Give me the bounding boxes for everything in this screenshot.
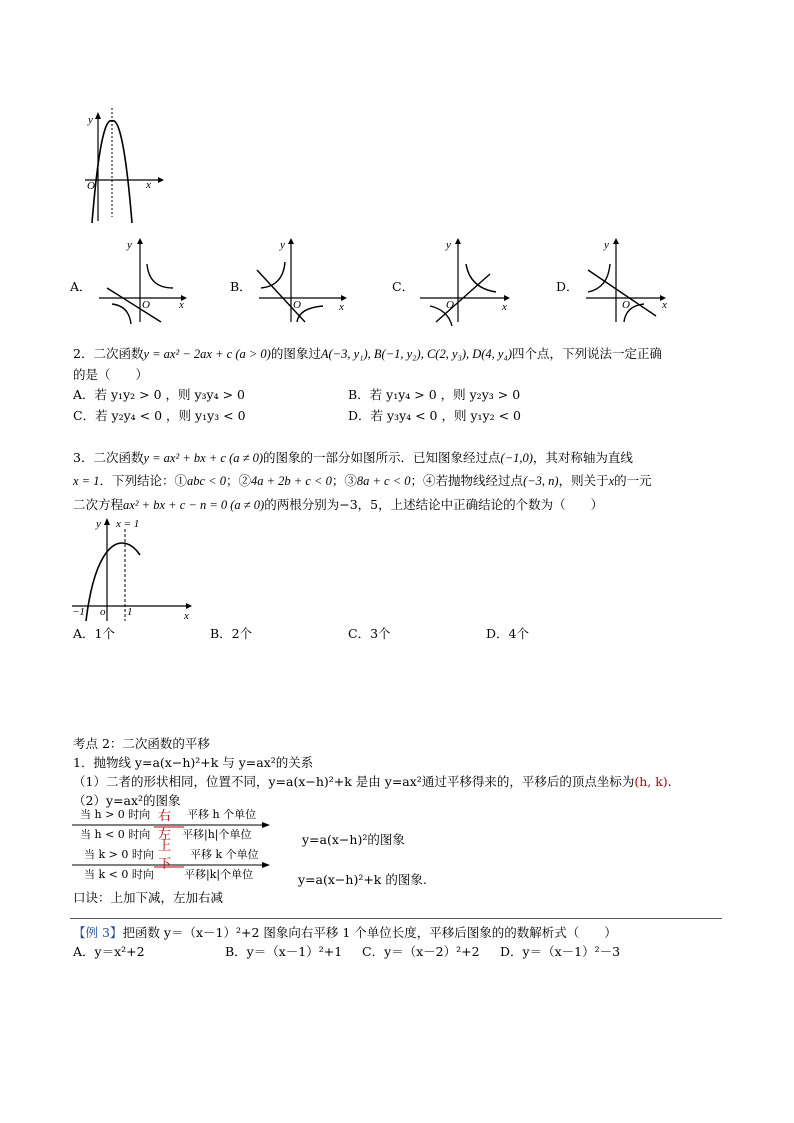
choice-d-origin: O xyxy=(622,299,630,311)
arrow1-dir-bottom: 左 xyxy=(158,828,172,843)
q3-c1: abc < 0 xyxy=(187,474,226,488)
q3-graph-neg-one: −1 xyxy=(72,606,85,618)
arrow2-top-right: 平移 k 个单位 xyxy=(190,848,259,861)
top-parabola-figure xyxy=(80,105,170,225)
q3-line2 xyxy=(73,473,652,489)
section-title: 考点 2：二次函数的平移 xyxy=(73,736,210,751)
q2-suffix: 四个点，下列说法一定正确 xyxy=(512,346,663,361)
q3-conclusions-intro: ．下列结论：① xyxy=(99,473,187,488)
q3-axis: x = 1 xyxy=(73,474,100,488)
example3-option-a: A．y＝x²+2 xyxy=(73,944,145,959)
choice-b-graph xyxy=(255,236,355,326)
divider xyxy=(70,918,722,919)
choice-b-y-label: y xyxy=(280,239,285,251)
q3-option-c: C．3个 xyxy=(348,626,391,641)
example3-option-d: D．y＝（x－1）²－3 xyxy=(500,944,621,959)
choice-a-graph xyxy=(95,236,195,326)
example3-text: 把函数 y＝（x－1）²+2 图象向右平移 1 个单位长度，平移后图象的的数解析式（ ） xyxy=(122,925,617,940)
mnemonic: 口诀：上加下减，左加右减 xyxy=(73,890,224,905)
q2-line1 xyxy=(73,346,662,362)
result-graph-2: y=a(x−h)²+k 的图象. xyxy=(298,872,427,887)
q2-mid: 的图象过 xyxy=(270,346,321,361)
arrow-diagram-vertical xyxy=(72,839,272,884)
q3-equation: ax² + bx + c − n = 0 (a ≠ 0) xyxy=(123,498,265,512)
choice-c-graph xyxy=(418,236,518,326)
q3-var-x: x xyxy=(608,474,615,488)
example3-option-c: C．y＝（x－2）²+2 xyxy=(362,944,480,959)
choice-b-origin: O xyxy=(293,299,301,311)
example3-tag: 【例 3】 xyxy=(73,925,123,940)
q3-graph-axis-label: x = 1 xyxy=(116,518,140,530)
q2-line2: 的是（ ） xyxy=(73,367,149,382)
section-line2-text: （1）二者的形状相同，位置不同，y=a(x−h)²+k 是由 y=ax²通过平移得来的，平移后的顶点坐标为 xyxy=(73,774,635,789)
q3-s4: ；④若抛物线经过点 xyxy=(410,473,524,488)
top-x-label: x xyxy=(146,179,151,191)
vertex-coordinates: (h, k) xyxy=(634,774,668,789)
section-line2-end: . xyxy=(667,774,672,789)
q3-eq-prefix: 二次方程 xyxy=(73,497,124,512)
choice-c-y-label: y xyxy=(446,239,451,251)
arrow2-top-left: 当 k > 0 时向 xyxy=(84,848,154,861)
q3-graph-x-label: x xyxy=(184,610,189,622)
q2-option-b: B．若 y₁y₄ > 0 ，则 y₂y₃ > 0 xyxy=(348,387,521,402)
q3-prefix: 3．二次函数 xyxy=(73,450,144,465)
result-graph-1: y=a(x−h)²的图象 xyxy=(302,832,405,847)
choice-d-y-label: y xyxy=(604,239,609,251)
choice-d-letter: D． xyxy=(556,279,579,294)
section-line2 xyxy=(73,774,672,790)
q3-formula: y = ax² + bx + c (a ≠ 0) xyxy=(143,451,264,465)
choice-d-x-label: x xyxy=(662,299,667,311)
q3-line3 xyxy=(73,497,603,513)
section-line3: （2）y=ax²的图象 xyxy=(73,793,181,808)
q3-graph-one: 1 xyxy=(127,606,133,618)
q2-formula: y = ax² − 2ax + c (a > 0) xyxy=(143,347,271,361)
choice-c-letter: C． xyxy=(392,279,415,294)
choice-a-y-label: y xyxy=(127,239,132,251)
choice-c-x-label: x xyxy=(502,301,507,313)
section-line1: 1．抛物线 y=a(x−h)²+k 与 y=ax²的关系 xyxy=(73,755,314,770)
q2-option-c: C．若 y₂y₄ < 0 ，则 y₁y₃ < 0 xyxy=(73,408,246,423)
choice-b-letter: B． xyxy=(230,279,252,294)
q2-points: A(−3, y₁), B(−1, y₂), C(2, y₃), D(4, y₄) xyxy=(320,347,512,361)
top-origin-label: O xyxy=(87,180,95,192)
q3-s3: ；③ xyxy=(331,473,357,488)
arrow2-dir-top: 上 xyxy=(158,839,172,854)
q3-suffix: ，其对称轴为直线 xyxy=(532,450,633,465)
arrow-diagram-horizontal xyxy=(72,808,272,844)
q3-option-b: B．2个 xyxy=(210,626,253,641)
q3-option-a: A．1个 xyxy=(73,626,115,641)
example3-option-b: B．y＝（x－1）²+1 xyxy=(225,944,343,959)
choice-a-letter: A． xyxy=(70,279,92,294)
q3-s2: ；② xyxy=(225,473,251,488)
q3-c3: 8a + c < 0 xyxy=(356,474,411,488)
arrow1-bottom-right: 平移|h|个单位 xyxy=(182,828,252,841)
q3-graph-origin: o xyxy=(100,606,106,618)
arrow2-dir-bottom: 下 xyxy=(158,857,172,872)
arrow1-top-left: 当 h > 0 时向 xyxy=(80,808,151,821)
q3-eq-suffix: 的两根分别为−3，5，上述结论中正确结论的个数为（ ） xyxy=(264,497,604,512)
q3-parabola-graph xyxy=(70,515,200,625)
q2-option-a: A．若 y₁y₂ > 0 ，则 y₃y₄ > 0 xyxy=(73,387,245,402)
top-y-label: y xyxy=(88,114,93,126)
q3-option-d: D．4个 xyxy=(486,626,529,641)
arrow2-bottom-left: 当 k < 0 时向 xyxy=(84,868,154,881)
example3-question xyxy=(73,925,617,941)
q3-about: ，则关于 xyxy=(558,473,609,488)
arrow2-bottom-right: 平移|k|个单位 xyxy=(184,868,254,881)
q2-option-d: D．若 y₃y₄ < 0 ，则 y₁y₂ < 0 xyxy=(348,408,521,423)
choice-b-x-label: x xyxy=(339,301,344,313)
q3-line1 xyxy=(73,450,633,466)
q3-mid: 的图象的一部分如图所示．已知图象经过点 xyxy=(263,450,501,465)
choice-a-origin: O xyxy=(142,299,150,311)
arrow1-bottom-left: 当 h < 0 时向 xyxy=(80,828,151,841)
q3-c2: 4a + 2b + c < 0 xyxy=(251,474,332,488)
choice-c-origin: O xyxy=(446,299,454,311)
q2-prefix: 2．二次函数 xyxy=(73,346,144,361)
q3-tail: 的一元 xyxy=(614,473,652,488)
choice-d-graph xyxy=(582,236,682,326)
arrow1-top-right: 平移 h 个单位 xyxy=(187,808,257,821)
arrow1-dir-top: 右 xyxy=(158,809,172,824)
q3-c4: (−3, n) xyxy=(523,474,559,488)
q3-point: (−1,0) xyxy=(500,451,533,465)
q3-graph-y-label: y xyxy=(96,518,101,530)
choice-a-x-label: x xyxy=(179,299,184,311)
